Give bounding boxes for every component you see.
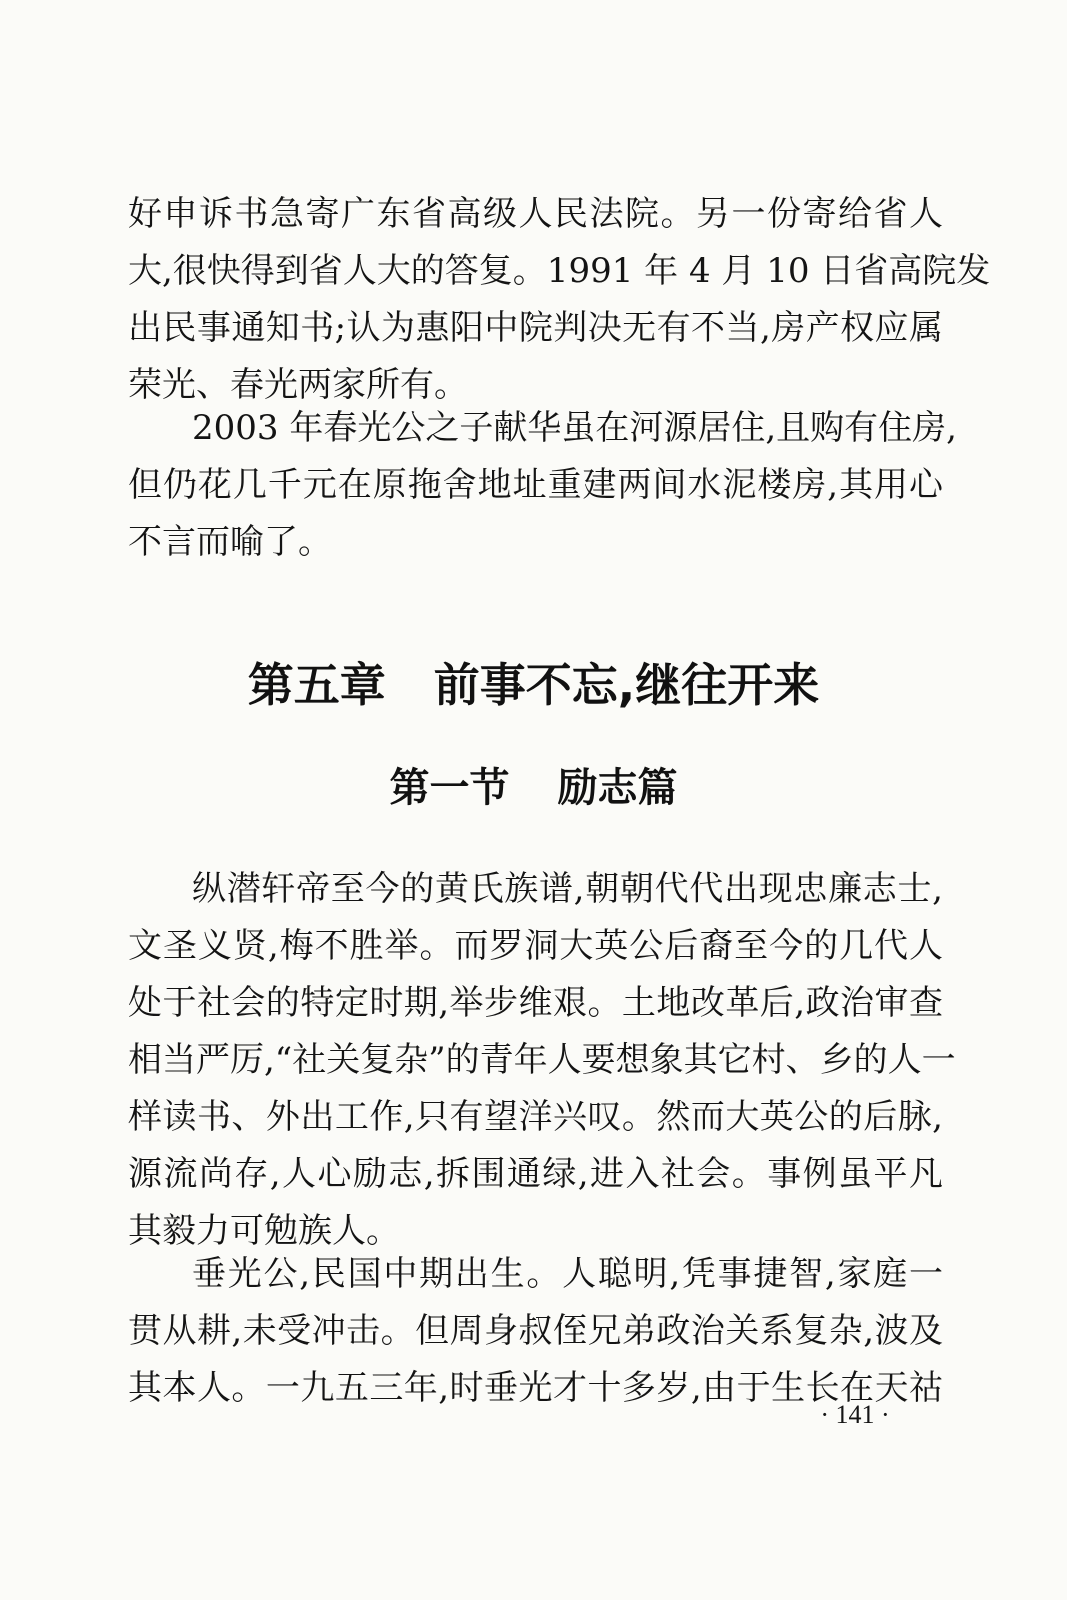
page-number: · 141 · (820, 1400, 890, 1429)
text-line: 但仍花几千元在原拖舍地址重建两间水泥楼房,其用心 (128, 465, 943, 505)
top-paragraph-2 (128, 400, 957, 571)
text-line: 其毅力可勉族人。 (128, 1211, 400, 1251)
chapter-number: 第五章 (247, 658, 386, 712)
text-line: 2003 年春光公之子献华虽在河源居住,且购有住房, (192, 408, 957, 448)
text-line: 垂光公,民国中期出生。人聪明,凭事捷智,家庭一 (192, 1254, 943, 1294)
text-line: 好申诉书急寄广东省高级人民法院。另一份寄给省人 (128, 194, 943, 234)
text-line: 贯从耕,未受冲击。但周身叔侄兄弟政治关系复杂,波及 (128, 1311, 943, 1351)
body-paragraph-2 (128, 1246, 943, 1417)
section-number: 第一节 (389, 765, 510, 811)
body-paragraph-1 (128, 861, 956, 1260)
text-line: 其本人。一九五三年,时垂光才十多岁,由于生长在天祜 (128, 1368, 943, 1408)
text-line: 相当严厉,“社关复杂”的青年人要想象其它村、乡的人一 (128, 1040, 956, 1080)
text-line: 处于社会的特定时期,举步维艰。土地改革后,政治审查 (128, 983, 943, 1023)
chapter-title: 前事不忘,继往开来 (433, 658, 820, 712)
chapter-heading (0, 655, 1067, 715)
text-line: 纵潜轩帝至今的黄氏族谱,朝朝代代出现忠廉志士, (192, 869, 943, 909)
text-line: 样读书、外出工作,只有望洋兴叹。然而大英公的后脉, (128, 1097, 943, 1137)
section-heading (0, 760, 1067, 816)
text-line: 文圣义贤,梅不胜举。而罗洞大英公后裔至今的几代人 (128, 926, 943, 966)
text-line: 源流尚存,人心励志,拆围通绿,进入社会。事例虽平凡 (128, 1154, 943, 1194)
section-title: 励志篇 (557, 765, 678, 811)
top-paragraph-1 (128, 186, 991, 414)
text-line: 出民事通知书;认为惠阳中院判决无有不当,房产权应属 (128, 308, 943, 348)
text-line: 大,很快得到省人大的答复。1991 年 4 月 10 日省高院发 (128, 251, 991, 291)
text-line: 荣光、春光两家所有。 (128, 365, 468, 405)
text-line: 不言而喻了。 (128, 522, 332, 562)
